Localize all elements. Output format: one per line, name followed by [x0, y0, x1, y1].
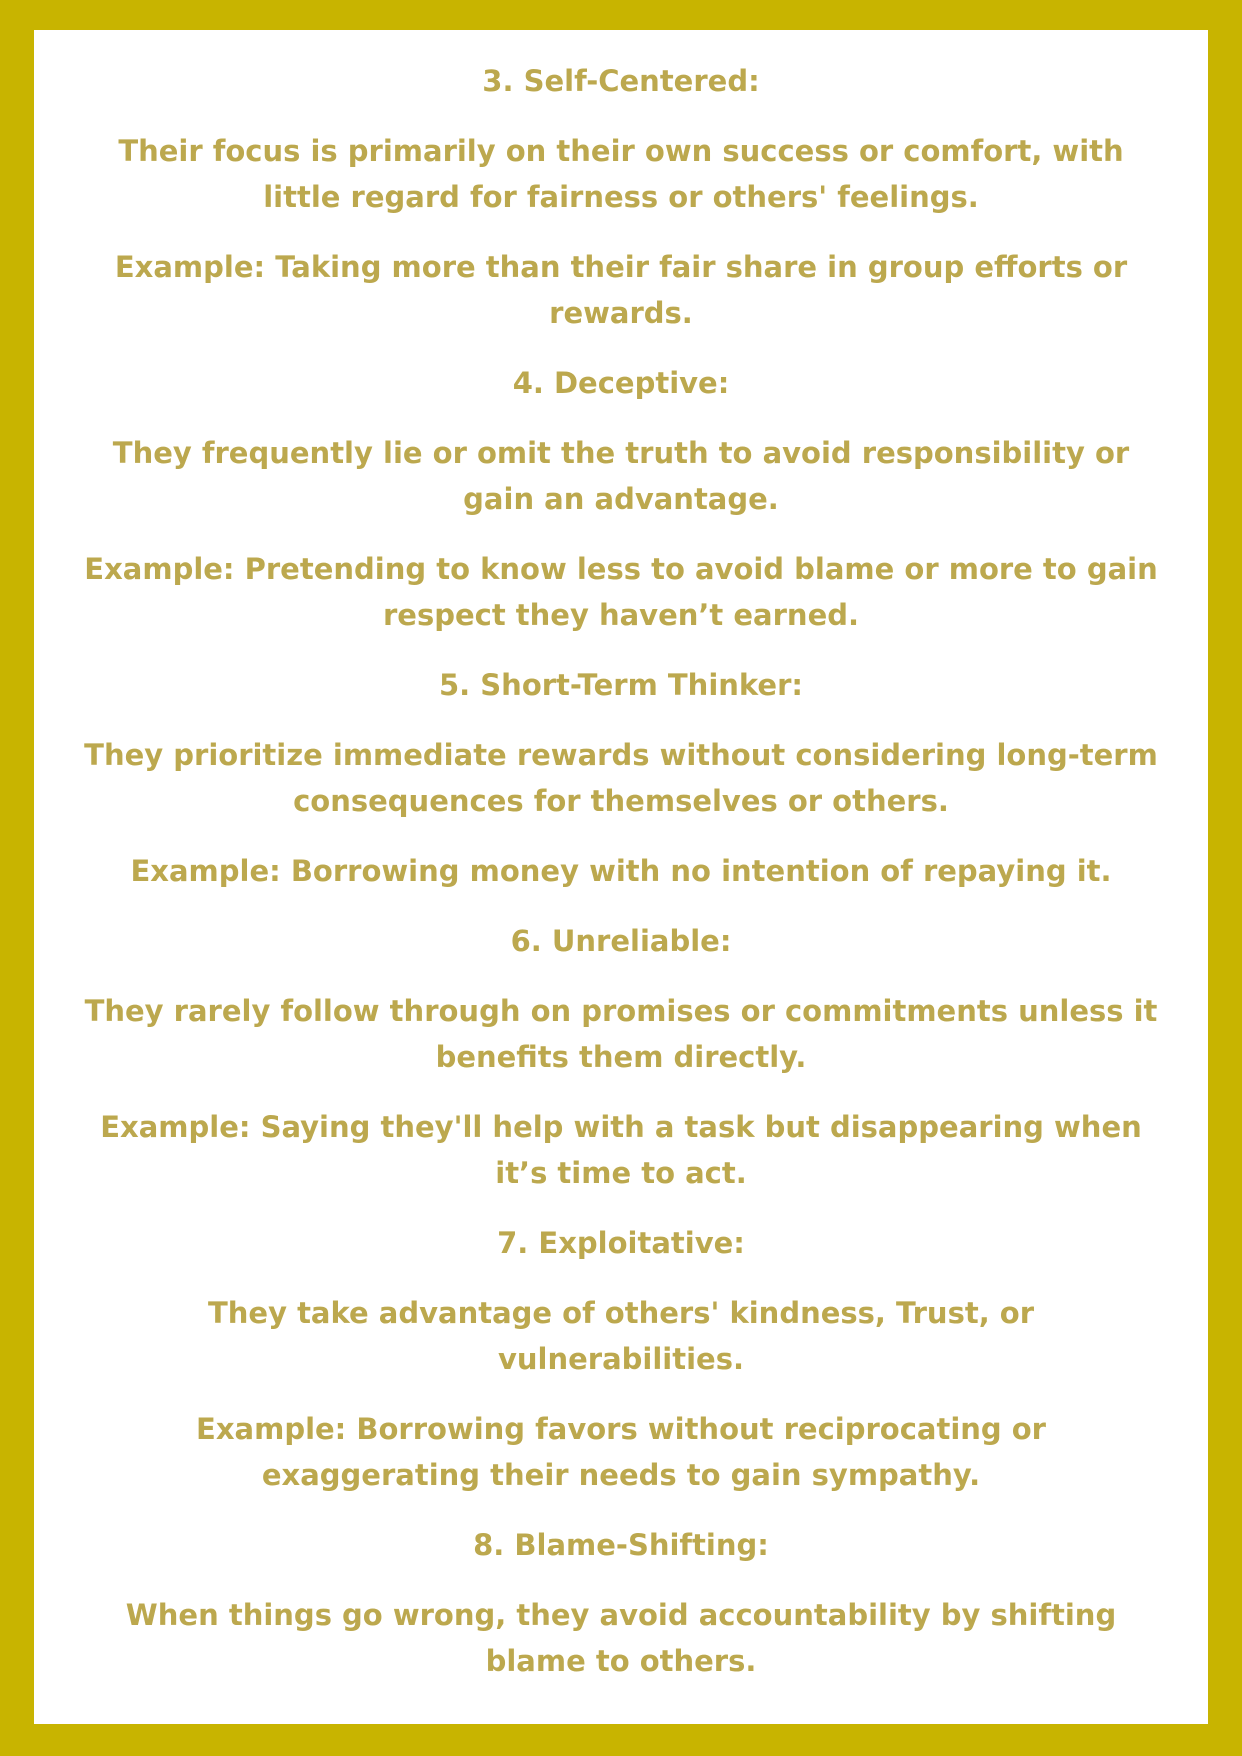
trait-heading: 4. Deceptive: [512, 366, 730, 400]
trait-heading: 3. Self-Centered: [482, 64, 760, 98]
trait-description: They prioritize immediate rewards without considering long-term consequences for themselves or others. [84, 738, 1158, 818]
trait-heading: 6. Unreliable: [510, 924, 732, 958]
page-content [34, 30, 1208, 1724]
trait-description: When things go wrong, they avoid accountability by shifting blame to others. [125, 1598, 1117, 1678]
trait-deceptive [84, 360, 1158, 638]
trait-exploitative [84, 1220, 1158, 1498]
trait-example: Example: Borrowing money with no intention of repaying it. [130, 854, 1112, 888]
trait-unreliable [84, 918, 1158, 1196]
trait-self-centered [84, 58, 1158, 336]
trait-example: Example: Pretending to know less to avoid blame or more to gain respect they haven’t earned. [84, 552, 1158, 632]
trait-short-term-thinker [84, 662, 1158, 894]
trait-heading: 7. Exploitative: [497, 1226, 745, 1260]
trait-example: Example: Taking more than their fair share in group efforts or rewards. [114, 250, 1128, 330]
trait-example: Example: Saying they'll help with a task but disappearing when it’s time to act. [100, 1110, 1142, 1190]
trait-description: Their focus is primarily on their own success or comfort, with little regard for fairness or others' feelings. [118, 134, 1124, 214]
trait-example: Example: Borrowing favors without reciprocating or exaggerating their needs to gain sympathy. [196, 1412, 1046, 1492]
trait-description: They rarely follow through on promises or commitments unless it benefits them directly. [84, 994, 1158, 1074]
trait-description: They frequently lie or omit the truth to avoid responsibility or gain an advantage. [112, 436, 1130, 516]
trait-heading: 5. Short-Term Thinker: [439, 668, 803, 702]
trait-description: They take advantage of others' kindness, Trust, or vulnerabilities. [207, 1296, 1035, 1376]
trait-blame-shifting [84, 1522, 1158, 1684]
trait-heading: 8. Blame-Shifting: [473, 1528, 769, 1562]
